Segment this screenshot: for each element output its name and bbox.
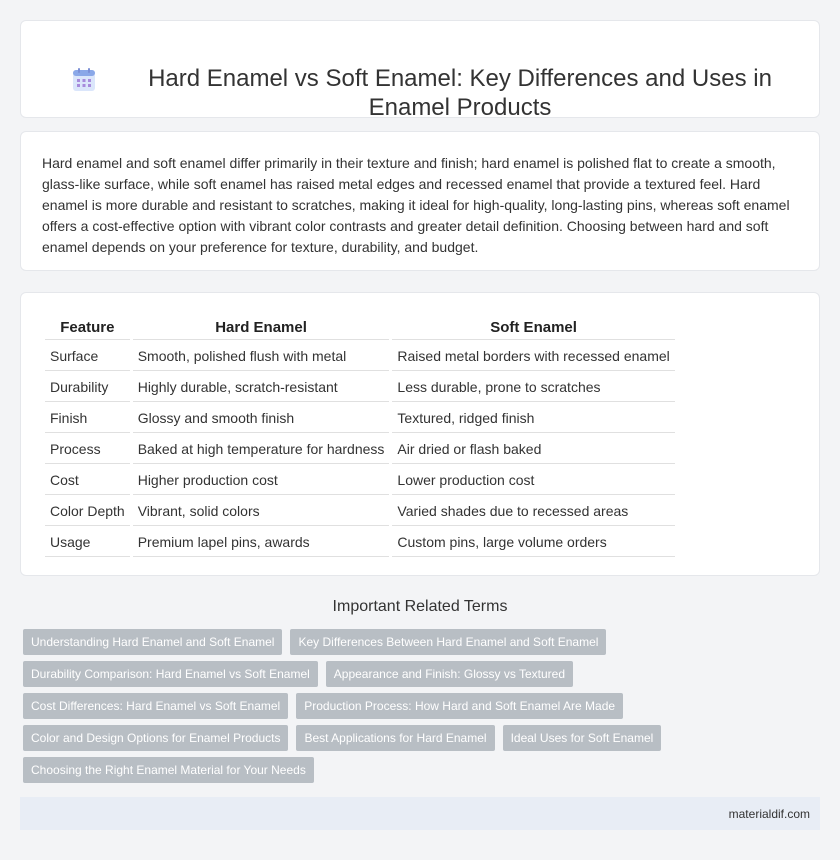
column-header: Hard Enamel (133, 316, 390, 340)
term-row (23, 757, 823, 783)
table-row (45, 498, 675, 526)
related-term-link[interactable]: Color and Design Options for Enamel Products (23, 725, 288, 751)
related-terms-heading: Important Related Terms (332, 598, 508, 615)
term-row (23, 725, 823, 751)
calendar-grid-icon (71, 67, 97, 93)
table-cell: Color Depth (45, 498, 130, 526)
related-term-link[interactable]: Best Applications for Hard Enamel (296, 725, 494, 751)
column-header: Feature (45, 316, 130, 340)
term-row (23, 693, 823, 719)
related-term-link[interactable]: Understanding Hard Enamel and Soft Enamel (23, 629, 282, 655)
table-cell: Varied shades due to recessed areas (392, 498, 674, 526)
table-cell: Lower production cost (392, 467, 674, 495)
table-row (45, 343, 675, 371)
comparison-table (42, 313, 678, 560)
page-title: Hard Enamel vs Soft Enamel: Key Differences and Uses in Enamel Products (148, 65, 772, 121)
footer (20, 797, 820, 830)
table-cell: Usage (45, 529, 130, 557)
related-term-link[interactable]: Choosing the Right Enamel Material for Your Needs (23, 757, 314, 783)
table-row (45, 436, 675, 464)
table-cell: Air dried or flash baked (392, 436, 674, 464)
table-cell: Less durable, prone to scratches (392, 374, 674, 402)
table-cell: Durability (45, 374, 130, 402)
table-cell: Surface (45, 343, 130, 371)
table-cell: Textured, ridged finish (392, 405, 674, 433)
table-cell: Cost (45, 467, 130, 495)
title-card (20, 20, 820, 121)
comparison-table-card (20, 292, 820, 576)
table-cell: Smooth, polished flush with metal (133, 343, 390, 371)
term-row (23, 629, 823, 655)
table-row (45, 529, 675, 557)
term-row (23, 661, 823, 687)
related-term-link[interactable]: Cost Differences: Hard Enamel vs Soft Enamel (23, 693, 288, 719)
related-terms-list (23, 629, 823, 789)
table-header-row (45, 316, 675, 340)
table-cell: Vibrant, solid colors (133, 498, 390, 526)
table-cell: Finish (45, 405, 130, 433)
related-term-link[interactable]: Durability Comparison: Hard Enamel vs Soft Enamel (23, 661, 318, 687)
table-cell: Premium lapel pins, awards (133, 529, 390, 557)
intro-paragraph: Hard enamel and soft enamel differ primarily in their texture and finish; hard enamel is polished flat to create a smooth, glass-like surface, while soft enamel has raised metal edges and recessed enamel that provide a textured feel. Hard enamel is more durable and resistant to scratches, making it ideal for high-quality, long-lasting pins, whereas soft enamel offers a cost-effective option with vibrant color contrasts and greater detail definition. Choosing between hard and soft enamel depends on your preference for texture, durability, and budget. (42, 155, 790, 255)
table-cell: Process (45, 436, 130, 464)
table-cell: Baked at high temperature for hardness (133, 436, 390, 464)
table-row (45, 467, 675, 495)
table-row (45, 374, 675, 402)
table-cell: Glossy and smooth finish (133, 405, 390, 433)
footer-site-name[interactable]: materialdif.com (728, 807, 810, 821)
table-cell: Custom pins, large volume orders (392, 529, 674, 557)
column-header: Soft Enamel (392, 316, 674, 340)
table-row (45, 405, 675, 433)
table-cell: Higher production cost (133, 467, 390, 495)
related-term-link[interactable]: Production Process: How Hard and Soft Enamel Are Made (296, 693, 623, 719)
related-term-link[interactable]: Appearance and Finish: Glossy vs Textured (326, 661, 573, 687)
table-cell: Highly durable, scratch-resistant (133, 374, 390, 402)
intro-card (20, 131, 820, 271)
related-term-link[interactable]: Ideal Uses for Soft Enamel (503, 725, 662, 751)
related-term-link[interactable]: Key Differences Between Hard Enamel and Soft Enamel (290, 629, 606, 655)
table-cell: Raised metal borders with recessed enamel (392, 343, 674, 371)
